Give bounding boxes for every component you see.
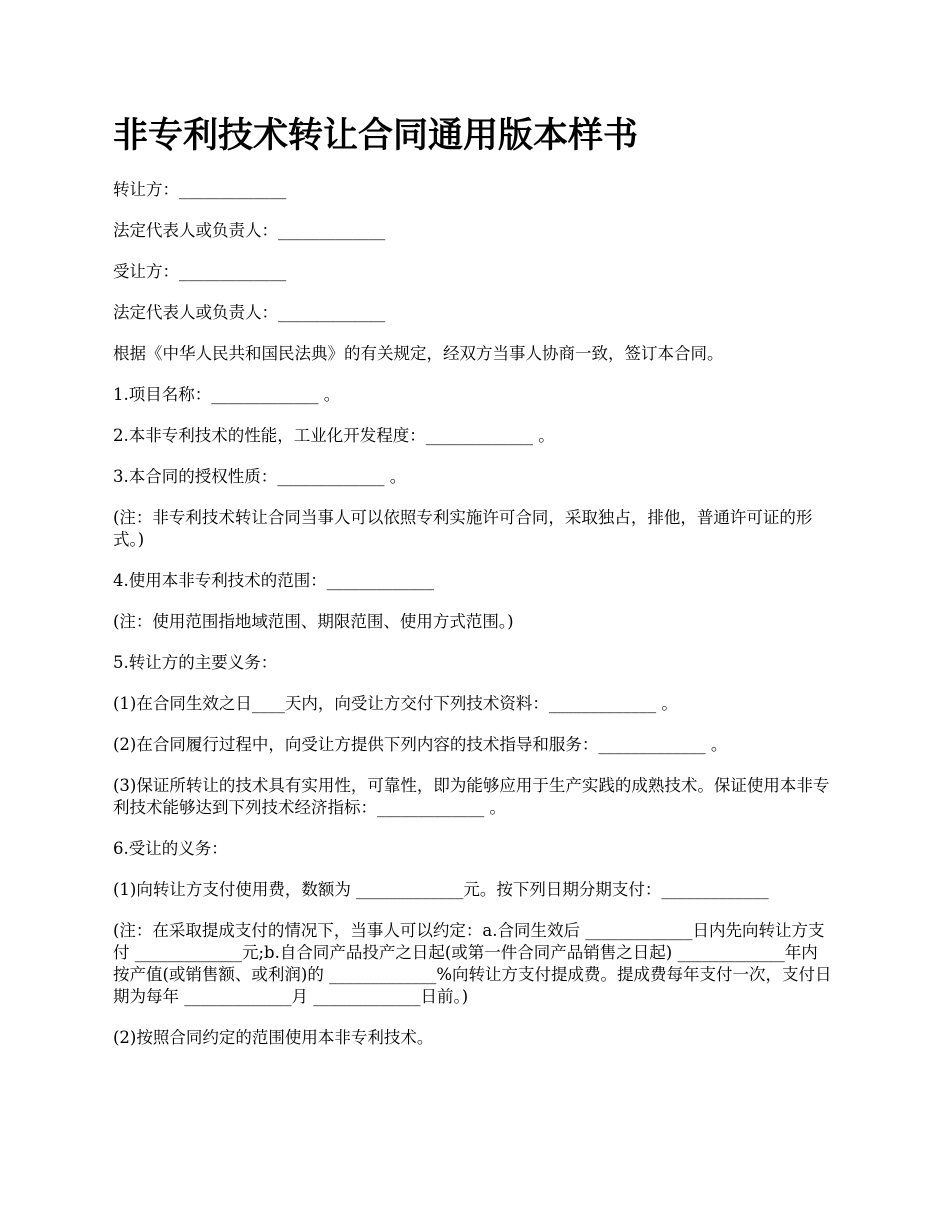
- transferee-representative-line: 法定代表人或负责人：_____________: [113, 303, 386, 322]
- transferor-representative-line: 法定代表人或负责人：_____________: [113, 221, 386, 240]
- clause-6-transferee-obligations: 6.受让的义务：: [113, 839, 228, 858]
- clause-6-item-2: (2)按照合同约定的范围使用本非专利技术。: [113, 1028, 434, 1047]
- clause-5-item-2: (2)在合同履行过程中，向受让方提供下列内容的技术指导和服务：_____________ 。: [113, 735, 728, 754]
- document-title: 非专利技术转让合同通用版本样书: [113, 116, 639, 156]
- clause-3-license-nature: 3.本合同的授权性质：_____________ 。: [113, 467, 407, 486]
- note-usage-scope: (注：使用范围指地域范围、期限范围、使用方式范围。): [113, 612, 514, 631]
- clause-5-item-3: (3)保证所转让的技术具有实用性，可靠性，即为能够应用于生产实践的成熟技术。保证使用本非专利技术能够达到下列技术经济指标：_____________ 。: [113, 776, 830, 817]
- document-page: [113, 112, 833, 1068]
- note-license-forms: (注：非专利技术转让合同当事人可以依照专利实施许可合同，采取独占，排他，普通许可证的形式。): [113, 508, 813, 549]
- note-royalty-payment: (注：在采取提成支付的情况下，当事人可以约定：a.合同生效后 _____________日内先向转让方支付 _____________元;b.自合同产品投产之日起(或第一件合同产品销售之日起) _____________年内按产值(或销售额、或利润)的 _____________%向转让方支付提成费。提成费每年支付一次，支付日期为每年 _____________月 _____________日前。): [113, 921, 832, 1006]
- clause-4-usage-scope: 4.使用本非专利技术的范围：_____________: [113, 571, 434, 590]
- clause-6-item-1: (1)向转让方支付使用费，数额为 _____________元。按下列日期分期支付：_____________: [113, 880, 769, 899]
- clause-2-performance: 2.本非专利技术的性能，工业化开发程度：_____________ 。: [113, 426, 555, 445]
- clause-5-transferor-obligations: 5.转让方的主要义务：: [113, 653, 278, 672]
- party-transferor-line: 转让方：_____________: [113, 180, 287, 199]
- clause-1-project-name: 1.项目名称：_____________ 。: [113, 385, 341, 404]
- clause-5-item-1: (1)在合同生效之日____天内，向受让方交付下列技术资料：_____________ 。: [113, 694, 678, 713]
- preamble-paragraph: 根据《中华人民共和国民法典》的有关规定，经双方当事人协商一致，签订本合同。: [113, 344, 724, 363]
- party-transferee-line: 受让方：_____________: [113, 262, 287, 281]
